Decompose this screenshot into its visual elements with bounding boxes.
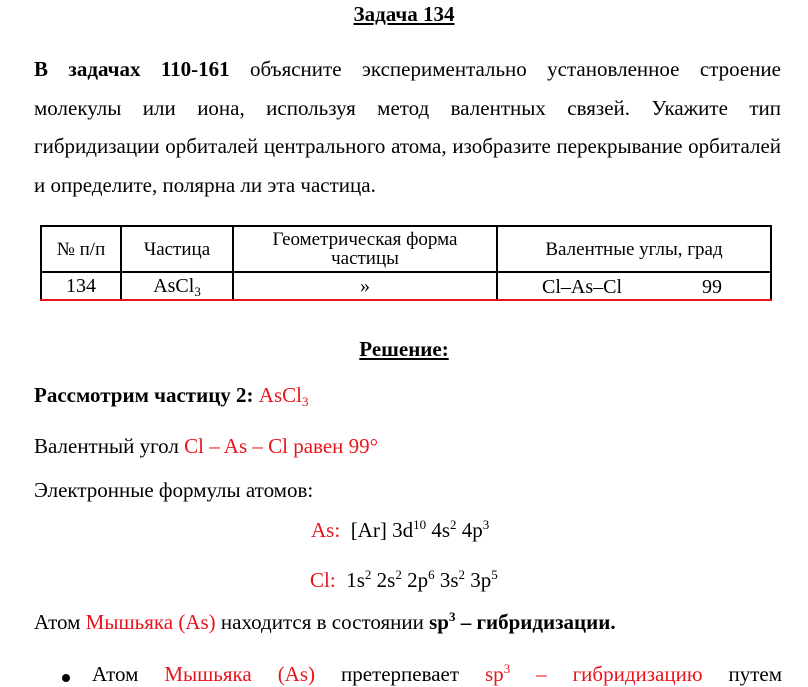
cl-label: Cl: bbox=[310, 568, 336, 592]
hyb-middle: находится в состоянии bbox=[215, 610, 430, 634]
bullet-sup: 3 bbox=[503, 661, 511, 676]
task-description-text: объясните экспериментально установленное строение молекулы или иона, используя метод валентных связей. Укажите тип гибридизации орбиталей центрального атома, изобразите перекрывание орбиталей и определите, полярна ли эта частица. bbox=[34, 57, 781, 197]
cl-sup: 5 bbox=[491, 567, 498, 582]
electron-formulas-label: Электронные формулы атомов: bbox=[34, 478, 314, 502]
hyb-suffix: – гибридизации. bbox=[455, 610, 616, 634]
table-row bbox=[41, 272, 771, 300]
consider-line bbox=[34, 383, 308, 408]
as-part: [Ar] 3d bbox=[350, 518, 414, 542]
hyb-sp: sp bbox=[429, 610, 449, 634]
cl-electron-formula bbox=[310, 568, 498, 593]
bullet-prefix: Атом bbox=[92, 662, 165, 686]
valence-angle-line bbox=[34, 434, 378, 459]
consider-particle bbox=[259, 383, 309, 407]
header-angles: Валентные углы, град bbox=[497, 226, 771, 272]
cl-part: 3s bbox=[434, 568, 459, 592]
as-sup: 10 bbox=[413, 517, 427, 532]
header-number: № п/п bbox=[41, 226, 121, 272]
angle-label: Cl–As–Cl bbox=[542, 276, 623, 298]
as-sup: 2 bbox=[450, 517, 457, 532]
bullet-element: Мышьяка (As) bbox=[164, 662, 316, 686]
header-particle: Частица bbox=[121, 226, 233, 272]
as-sup: 3 bbox=[482, 517, 490, 532]
particle-formula: AsCl bbox=[153, 275, 195, 297]
cell-number: 134 bbox=[41, 272, 121, 300]
bullet-suffix: путем bbox=[728, 662, 783, 686]
bullet-middle: претерпевает bbox=[340, 662, 485, 686]
cell-angles bbox=[497, 272, 771, 300]
bullet-text bbox=[92, 662, 782, 687]
cl-sup: 2 bbox=[364, 567, 372, 582]
hyb-sup: 3 bbox=[448, 609, 456, 624]
hyb-prefix: Атом bbox=[34, 610, 86, 634]
hyb-type bbox=[429, 610, 615, 634]
table-header-row bbox=[41, 226, 771, 272]
as-part: 4p bbox=[456, 518, 483, 542]
cl-sup: 2 bbox=[395, 567, 402, 582]
bullet-hyb bbox=[485, 662, 703, 686]
valence-angle-value: Cl – As – Cl равен 99° bbox=[184, 434, 379, 458]
task-range-label: В задачах 110-161 bbox=[34, 57, 230, 81]
particle-subscript: 3 bbox=[194, 284, 201, 299]
cell-shape: » bbox=[233, 272, 497, 300]
consider-label: Рассмотрим частицу 2: bbox=[34, 383, 254, 407]
hyb-element: Мышьяка (As) bbox=[85, 610, 216, 634]
as-part: 4s bbox=[426, 518, 451, 542]
bullet-red-tail: – гибридизацию bbox=[510, 662, 703, 686]
header-shape: Геометрическая форма частицы bbox=[233, 226, 497, 272]
consider-particle-formula: AsCl bbox=[258, 383, 302, 407]
cl-part: 2p bbox=[401, 568, 429, 592]
as-electron-formula bbox=[311, 518, 489, 543]
valence-angle-prefix: Валентный угол bbox=[34, 434, 185, 458]
task-title: Задача 134 bbox=[353, 2, 455, 26]
cl-part: 3p bbox=[465, 568, 492, 592]
consider-particle-subscript: 3 bbox=[301, 394, 309, 409]
task-description bbox=[34, 50, 781, 204]
cl-part: 2s bbox=[371, 568, 396, 592]
bullet-icon bbox=[62, 674, 70, 682]
task-table bbox=[40, 225, 772, 301]
cl-part: 1s bbox=[346, 568, 365, 592]
cell-particle bbox=[121, 272, 233, 300]
angle-value: 99 bbox=[702, 276, 722, 298]
cl-sup: 2 bbox=[458, 567, 465, 582]
hybridization-line bbox=[34, 610, 616, 635]
solution-heading: Решение: bbox=[359, 337, 449, 361]
cl-sup: 6 bbox=[428, 567, 435, 582]
bullet-sp: sp bbox=[485, 662, 504, 686]
as-label: As: bbox=[311, 518, 341, 542]
